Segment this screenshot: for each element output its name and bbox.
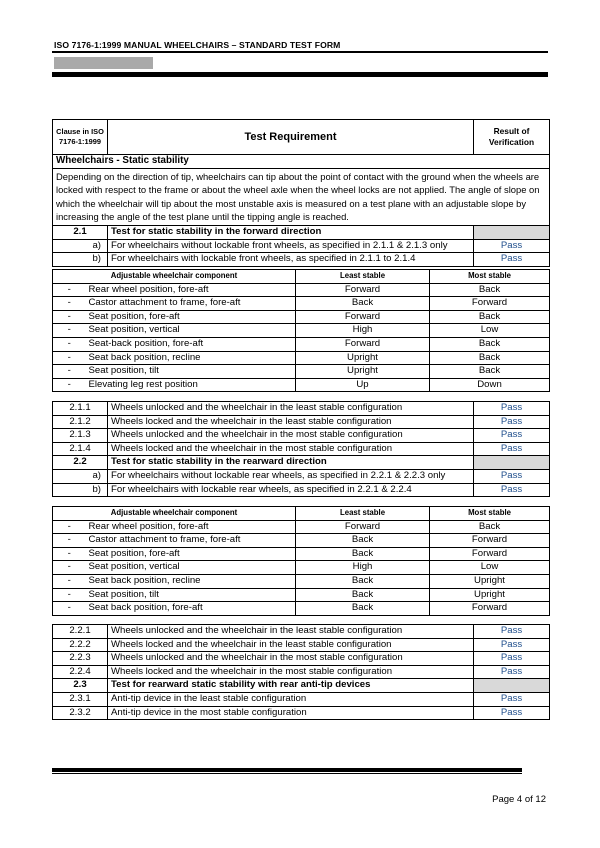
table-row: 2.2.2 Wheels locked and the wheelchair in the least stable configuration Pass — [53, 638, 550, 652]
subsection-title: Test for rearward static stability with rear anti-tip devices — [108, 679, 474, 693]
test-form-table — [52, 119, 550, 267]
subsection-title: Test for static stability in the forward direction — [108, 225, 474, 239]
subsection-title: Test for static stability in the rearward direction — [108, 456, 474, 470]
table-row: 2.1.2 Wheels locked and the wheelchair in the least stable configuration Pass — [53, 415, 550, 429]
table-row: - Seat back position, fore-aft Back Forward — [53, 602, 550, 616]
table-row: 2.1.4 Wheels locked and the wheelchair in the most stable configuration Pass — [53, 442, 550, 456]
pass-result: Pass — [474, 652, 550, 666]
table-row: - Seat position, tilt Upright Back — [53, 365, 550, 379]
table-row: 2.2.4 Wheels locked and the wheelchair in the most stable configuration Pass — [53, 665, 550, 679]
table-row: 2.1.1 Wheels unlocked and the wheelchair in the least stable configuration Pass — [53, 402, 550, 416]
document-title: ISO 7176-1:1999 MANUAL WHEELCHAIRS – STANDARD TEST FORM — [54, 40, 341, 50]
pass-result: Pass — [474, 402, 550, 416]
table-row: a) For wheelchairs without lockable rear wheels, as specified in 2.2.1 & 2.2.3 only Pass — [53, 469, 550, 483]
table-row: - Rear wheel position, fore-aft Forward Back — [53, 520, 550, 534]
table-row: 2.2.3 Wheels unlocked and the wheelchair in the most stable configuration Pass — [53, 652, 550, 666]
table-row: - Elevating leg rest position Up Down — [53, 378, 550, 392]
table-row: 2.1.3 Wheels unlocked and the wheelchair in the most stable configuration Pass — [53, 429, 550, 443]
clause-number: 2.2 — [53, 456, 108, 470]
pass-result: Pass — [474, 239, 550, 253]
table-row: - Castor attachment to frame, fore-aft Back Forward — [53, 297, 550, 311]
table-row: - Seat position, fore-aft Forward Back — [53, 310, 550, 324]
result-cell-empty — [474, 679, 550, 693]
page-number: Page 4 of 12 — [492, 794, 546, 805]
table-row: b) For wheelchairs with lockable front wheels, as specified in 2.1.1 to 2.1.4 Pass — [53, 253, 550, 267]
pass-result: Pass — [474, 415, 550, 429]
pass-result: Pass — [474, 692, 550, 706]
section-description: Depending on the direction of tip, wheelchairs can tip about the point of contact with the ground when the wheels are locked with respect to the frame or about the wheel axle when the wheel locks are not applied. The angle of slope on which the wheelchair will tip about the most unstable axis is measured on a test plane with an adjustable slope by increasing the angle of the test plane until the tipping angle is reached. — [53, 168, 550, 225]
table-row: - Seat back position, recline Upright Back — [53, 351, 550, 365]
pass-result: Pass — [474, 483, 550, 497]
clause-number: 2.1 — [53, 225, 108, 239]
pass-result: Pass — [474, 665, 550, 679]
section-title: Wheelchairs - Static stability — [53, 155, 550, 169]
table-row: - Seat position, fore-aft Back Forward — [53, 547, 550, 561]
table-row: - Castor attachment to frame, fore-aft Back Forward — [53, 534, 550, 548]
pass-result: Pass — [474, 706, 550, 720]
pass-result: Pass — [474, 625, 550, 639]
config-table-forward — [52, 269, 550, 392]
pass-result: Pass — [474, 253, 550, 267]
requirement-header: Test Requirement — [108, 120, 474, 155]
table-row: 2.3.1 Anti-tip device in the least stable configuration Pass — [53, 692, 550, 706]
header-thick-rule — [52, 72, 548, 77]
result-cell-empty — [474, 225, 550, 239]
table-row: 2.3.2 Anti-tip device in the most stable configuration Pass — [53, 706, 550, 720]
footer-rule — [52, 768, 522, 772]
pass-result: Pass — [474, 638, 550, 652]
tests-table-forward — [52, 401, 550, 497]
header-rule — [52, 51, 548, 53]
pass-result: Pass — [474, 429, 550, 443]
clause-number: 2.3 — [53, 679, 108, 693]
table-header-row — [53, 120, 550, 155]
tests-table-rearward — [52, 624, 550, 720]
pass-result: Pass — [474, 469, 550, 483]
result-header: Result of Verification — [474, 120, 550, 155]
table-row: a) For wheelchairs without lockable front wheels, as specified in 2.1.1 & 2.1.3 only Pass — [53, 239, 550, 253]
footer-thin-rule — [52, 773, 522, 774]
table-row: - Seat-back position, fore-aft Forward Back — [53, 337, 550, 351]
table-row: - Rear wheel position, fore-aft Forward Back — [53, 283, 550, 297]
redacted-block — [54, 57, 153, 69]
table-row: - Seat position, vertical High Low — [53, 324, 550, 338]
config-header-row: Adjustable wheelchair component Least stable Most stable — [53, 270, 550, 284]
table-row: 2.2.1 Wheels unlocked and the wheelchair in the least stable configuration Pass — [53, 625, 550, 639]
table-row: b) For wheelchairs with lockable rear wheels, as specified in 2.2.1 & 2.2.4 Pass — [53, 483, 550, 497]
table-row: - Seat position, vertical High Low — [53, 561, 550, 575]
config-header-row: Adjustable wheelchair component Least stable Most stable — [53, 507, 550, 521]
pass-result: Pass — [474, 442, 550, 456]
result-cell-empty — [474, 456, 550, 470]
table-row: - Seat back position, recline Back Upright — [53, 574, 550, 588]
config-table-rearward — [52, 506, 550, 616]
clause-header: Clause in ISO 7176-1:1999 — [53, 120, 108, 155]
table-row: - Seat position, tilt Back Upright — [53, 588, 550, 602]
